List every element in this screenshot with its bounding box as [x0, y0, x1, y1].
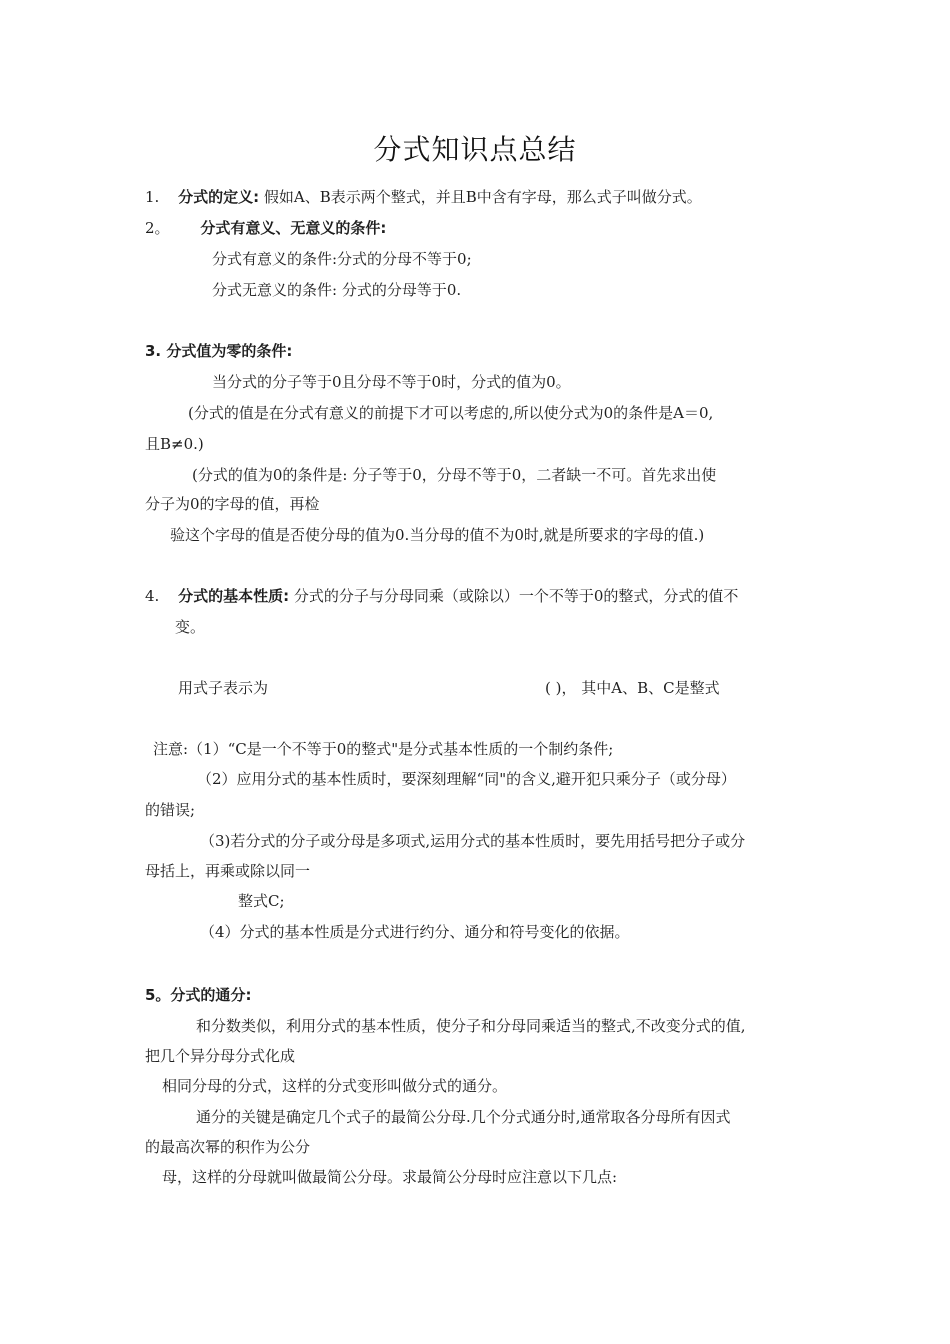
note-3: （3)若分式的分子或分母是多项式,运用分式的基本性质时，要先用括号把分子或分: [200, 832, 746, 850]
section-4-heading: 分式的基本性质:: [178, 587, 290, 605]
section-3-heading: 3. 分式值为零的条件:: [145, 342, 293, 360]
section-2-number: 2。: [145, 219, 170, 237]
section-5-paragraph-1-end: 相同分母的分式，这样的分式变形叫做分式的通分。: [162, 1077, 508, 1095]
note-2-continued: 的错误;: [145, 801, 196, 819]
formula-condition: ( )， 其中A、B、C是整式: [545, 679, 720, 697]
section-1-line: [145, 187, 702, 207]
note-1: 注意:（1）“C是一个不等于0的整式"是分式基本性质的一个制约条件;: [153, 740, 614, 758]
section-5-heading: 5。分式的通分:: [145, 986, 252, 1004]
section-1-number: 1.: [145, 188, 160, 206]
section-3-line-3: 且B≠0.): [145, 435, 204, 453]
section-3-line-6: 验这个字母的值是否使分母的值为0.当分母的值不为0时,就是所要求的字母的值.): [170, 526, 705, 544]
formula-label: 用式子表示为: [178, 679, 269, 697]
section-2-heading: 分式有意义、无意义的条件:: [200, 219, 387, 237]
section-2-line: [145, 218, 386, 238]
section-5-paragraph-2-end: 母，这样的分母就叫做最简公分母。求最简公分母时应注意以下几点:: [162, 1168, 618, 1186]
section-4-text-continued: 变。: [175, 618, 206, 636]
section-5-paragraph-2: 通分的关键是确定几个式子的最简公分母.几个分式通分时,通常取各分母所有因式: [196, 1108, 731, 1126]
note-4: （4）分式的基本性质是分式进行约分、通分和符号变化的依据。: [200, 923, 630, 941]
note-2: （2）应用分式的基本性质时，要深刻理解“同"的含义,避开犯只乘分子（或分母）: [197, 770, 736, 788]
section-5-paragraph-1-continued: 把几个异分母分式化成: [145, 1047, 296, 1065]
note-3-continued: 母括上，再乘或除以同一: [145, 862, 311, 880]
section-4-line: [145, 586, 738, 606]
section-3-line-1: 当分式的分子等于0且分母不等于0时，分式的值为0。: [212, 373, 571, 391]
section-1-text: 假如A、B表示两个整式，并且B中含有字母，那么式子叫做分式。: [263, 188, 702, 206]
section-3-line-4: (分式的值为0的条件是: 分子等于0，分母不等于0，二者缺一不可。首先求出使: [192, 466, 717, 484]
section-1-heading: 分式的定义:: [178, 188, 260, 206]
section-2-meaningful-condition: 分式有意义的条件:分式的分母不等于0;: [212, 250, 472, 268]
page-title: 分式知识点总结: [373, 133, 577, 166]
section-3-line-2: (分式的值是在分式有意义的前提下才可以考虑的,所以使分式为0的条件是A＝0,: [188, 404, 714, 422]
section-5-paragraph-2-continued: 的最高次幂的积作为公分: [145, 1138, 311, 1156]
section-3-line-5: 分子为0的字母的值，再检: [145, 495, 320, 513]
section-2-meaningless-condition: 分式无意义的条件: 分式的分母等于0.: [212, 281, 462, 299]
section-4-text: 分式的分子与分母同乘（或除以）一个不等于0的整式，分式的值不: [293, 587, 739, 605]
section-5-paragraph-1: 和分数类似，利用分式的基本性质，使分子和分母同乘适当的整式,不改变分式的值,: [196, 1017, 746, 1035]
section-4-number: 4.: [145, 587, 160, 605]
note-3-end: 整式C;: [238, 892, 285, 910]
